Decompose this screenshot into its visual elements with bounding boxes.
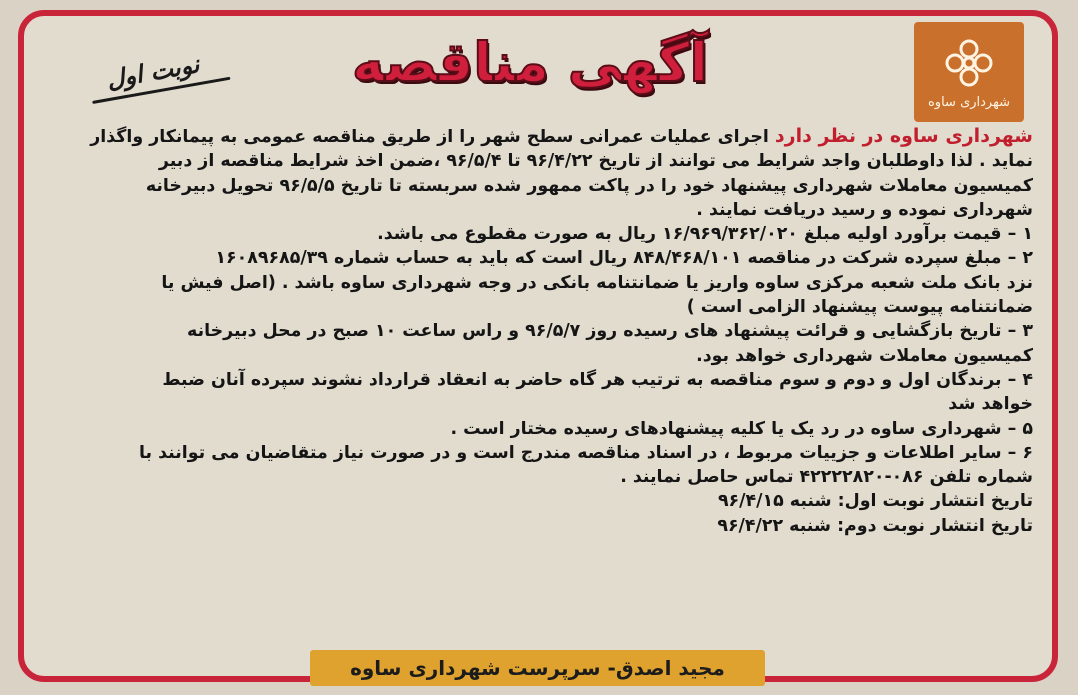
clause-6: ۶ – سایر اطلاعات و جزییات مربوط ، در اسناد مناقصه مندرج است و در صورت نیاز متقاضیان می توانند با	[138, 442, 1033, 463]
clause-4: ۴ – برندگان اول و دوم و سوم مناقصه به ترتیب هر گاه حاضر به انعقاد قرارداد نشوند سپرده آنان ضبط	[162, 369, 1033, 390]
emblem-icon	[941, 35, 997, 91]
notice-title: آگهی مناقصه	[351, 30, 709, 94]
municipality-logo	[914, 22, 1024, 122]
second-publication-date: تاریخ انتشار نوبت دوم: شنبه ۹۶/۴/۲۲	[717, 515, 1033, 536]
clause-2: ۲ – مبلغ سپرده شرکت در مناقصه ۸۴۸/۴۶۸/۱۰۱ ریال است که باید به حساب شماره ۱۶۰۸۹۶۸۵/۳۹	[215, 248, 1033, 269]
clause-1: ۱ – قیمت برآورد اولیه مبلغ ۱۶/۹۶۹/۳۶۲/۰۲۰ ریال به صورت مقطوع می باشد.	[377, 224, 1033, 245]
body-line: نزد بانک ملت شعبه مرکزی ساوه واریز یا ضمانتنامه بانکی در وجه شهرداری ساوه باشد . (اصل فیش یا	[161, 272, 1033, 293]
logo-label: شهرداری ساوه	[928, 94, 1010, 110]
body-line: نماید . لذا داوطلبان واجد شرایط می توانند از تاریخ ۹۶/۴/۲۲ تا ۹۶/۵/۴ ،ضمن اخذ شرایط مناقصه از دبیر	[158, 151, 1033, 172]
body-line	[38, 124, 1033, 149]
notice-body	[38, 124, 1033, 644]
clause-5: ۵ – شهرداری ساوه در رد یک یا کلیه پیشنهادهای رسیده مختار است .	[450, 418, 1033, 439]
body-line-text: اجرای عملیات عمرانی سطح شهر را از طریق مناقصه عمومی به پیمانکار واگذار	[90, 127, 775, 147]
first-publication-date: تاریخ انتشار نوبت اول: شنبه ۹۶/۴/۱۵	[717, 491, 1033, 512]
body-line: خواهد شد	[948, 394, 1033, 415]
body-line: کمیسیون معاملات شهرداری پیشنهاد خود را در پاکت ممهور شده سربسته تا تاریخ ۹۶/۵/۵ تحویل دبیرخانه	[145, 175, 1033, 196]
body-line: شماره تلفن ۰۸۶-۴۲۲۲۲۸۲۰ تماس حاصل نمایند .	[620, 467, 1033, 488]
round-label: نوبت اول	[104, 50, 202, 94]
signatory-name: مجید اصدق- سرپرست شهرداری ساوه	[350, 656, 725, 680]
organizer-highlight: شهرداری ساوه در نظر دارد	[774, 125, 1033, 147]
signature-bar	[310, 650, 765, 686]
body-line: کمیسیون معاملات شهرداری خواهد بود.	[696, 345, 1033, 366]
title-container	[351, 22, 709, 102]
body-line: شهرداری نموده و رسید دریافت نمایند .	[696, 199, 1033, 220]
body-line: ضمانتنامه پیوست پیشنهاد الزامی است )	[686, 297, 1033, 318]
clause-3: ۳ – تاریخ بازگشایی و قرائت پیشنهاد های رسیده روز ۹۶/۵/۷ و راس ساعت ۱۰ صبح در محل دبیرخانه	[187, 321, 1033, 342]
